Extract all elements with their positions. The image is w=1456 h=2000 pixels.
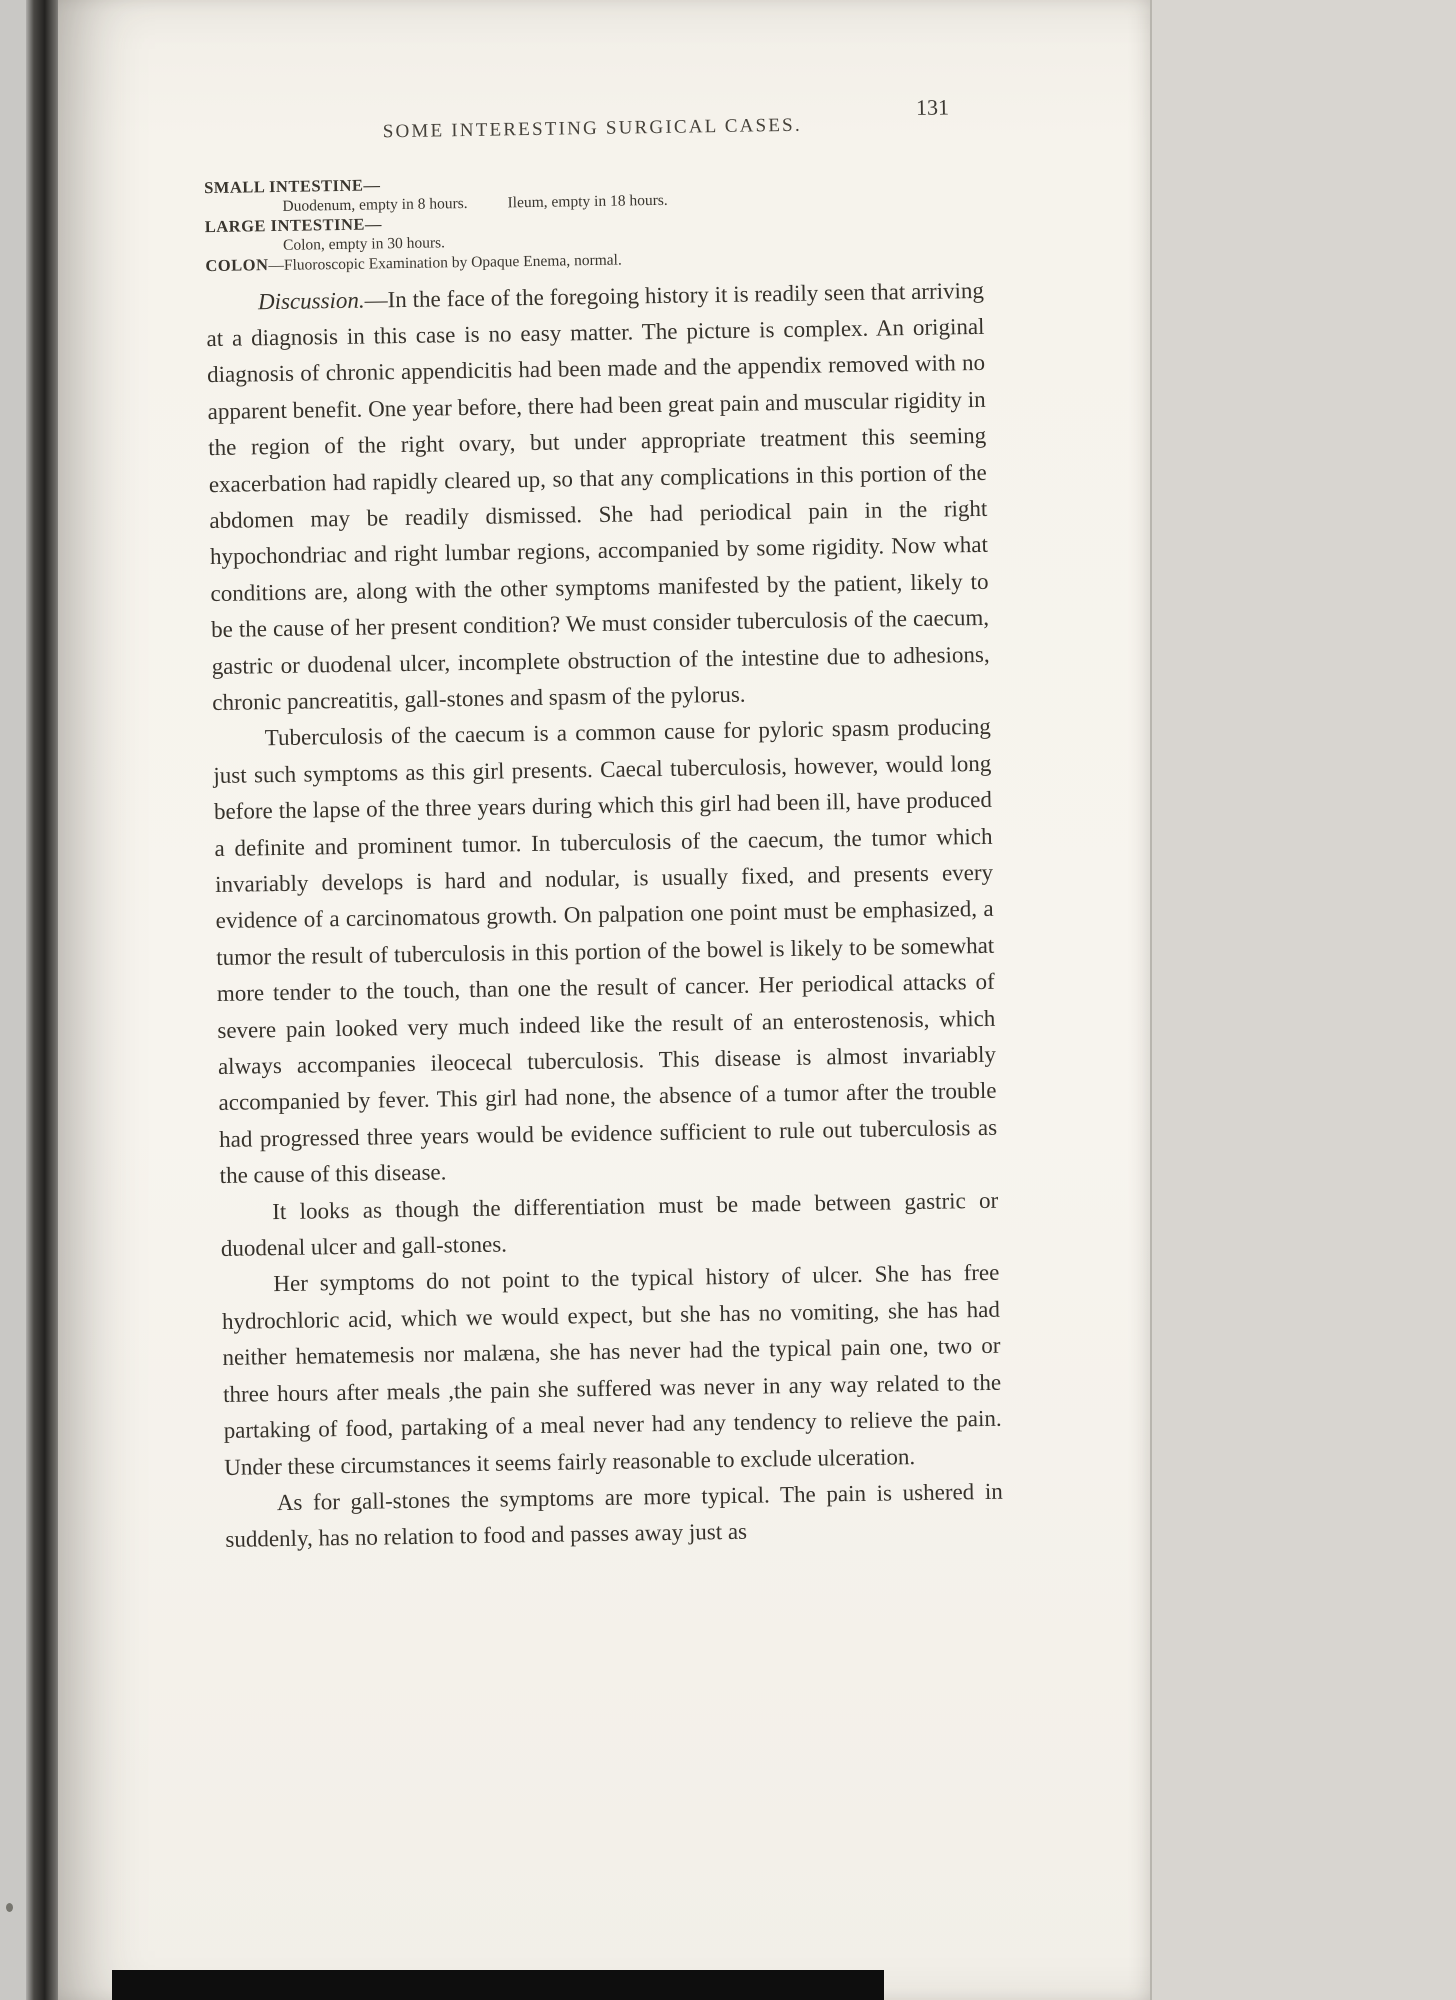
discussion-paragraph-1-text: —In the face of the foregoing history it is readily seen that arriving at a diagnosis in this case is no easy matter. The picture is complex. An original diagnosis of chronic appendicitis had been made and the appendix removed with no apparent benefit. One year before, there had been great pain and muscular rigidity in the region of the right ovary, but under appropriate treatment this seeming exacerbation had rapidly cleared up, so that any complications in this portion of the abdomen may be readily dismissed. She had periodical pain in the right hypochondriac and right lumbar regions, accompanied by some rigidity. Now what conditions are, along with the other symptoms manifested by the patient, likely to be the cause of her present condition? We must consider tuberculosis of the caecum, gastric or duodenal ulcer, incomplete obstruction of the intestine due to adhesions, chronic pancreatitis, gall-stones and spasm of the pylorus. (206, 277, 990, 716)
radiology-findings (204, 166, 983, 277)
discussion-paragraph-1 (206, 272, 991, 721)
finding-colon-detail: —Fluoroscopic Examination by Opaque Enema, normal. (268, 251, 622, 275)
finding-duodenum: Duodenum, empty in 8 hours. (282, 194, 468, 215)
finding-label-colon: COLON (205, 255, 269, 276)
discussion-paragraph-2: Tuberculosis of the caecum is a common cause for pyloric spasm producing just such symptoms as this girl presents. Caecal tuberculosis, however, would long before the lapse of the three years during which this girl had been ill, have produced a definite and prominent tumor. In tuberculosis of the caecum, the tumor which invariably develops is hard and nodular, is usually fixed, and presents every evidence of a carcinomatous growth. On palpation one point must be emphasized, a tumor the result of tuberculosis in this portion of the bowel is likely to be somewhat more tender to the touch, than one the result of cancer. Her periodical attacks of severe pain looked very much indeed like the result of an enterostenosis, which always accompanies ileocecal tuberculosis. This disease is almost invariably accompanied by fever. This girl had none, the absence of a tumor after the trouble had progressed three years would be evidence sufficient to rule out tuberculosis as the cause of this disease. (213, 714, 998, 1189)
running-header: SOME INTERESTING SURGICAL CASES. (382, 114, 802, 143)
discussion-lead: Discussion. (257, 287, 365, 314)
paper (58, 0, 1150, 2000)
page-edge-area (1150, 0, 1456, 2000)
discussion-paragraph-3: It looks as though the differentiation must be made between gastric or duodenal ulcer and gall-stones. (220, 1187, 999, 1262)
finding-label-small-intestine: SMALL INTESTINE— (204, 175, 381, 198)
finding-label-large-intestine: LARGE INTESTINE— (204, 214, 383, 237)
page-number: 131 (915, 94, 950, 120)
scan-speck (6, 1903, 13, 1912)
discussion-paragraph-4: Her symptoms do not point to the typical history of ulcer. She has free hydrochloric acid, which we would expect, but she has no vomiting, she has had neither hematemesis nor malæna, she has never had the typical pain one, two or three hours after meals ,the pain she suffered was never in any way related to the partaking of food, partaking of a meal never had any tendency to relieve the pain. Under these circumstances it seems fairly reasonable to exclude ulceration. (221, 1260, 1002, 1480)
discussion-paragraph-5: As for gall-stones the symptoms are more typical. The pain is ushered in suddenly, has no relation to food and passes away just as (225, 1478, 1003, 1553)
book-spine-shadow (26, 0, 62, 2000)
page-content (203, 94, 1004, 1559)
scanner-black-bar (112, 1970, 884, 2000)
finding-colon-emptying: Colon, empty in 30 hours. (282, 233, 446, 254)
page-header (203, 94, 981, 152)
finding-ileum: Ileum, empty in 18 hours. (507, 191, 668, 211)
